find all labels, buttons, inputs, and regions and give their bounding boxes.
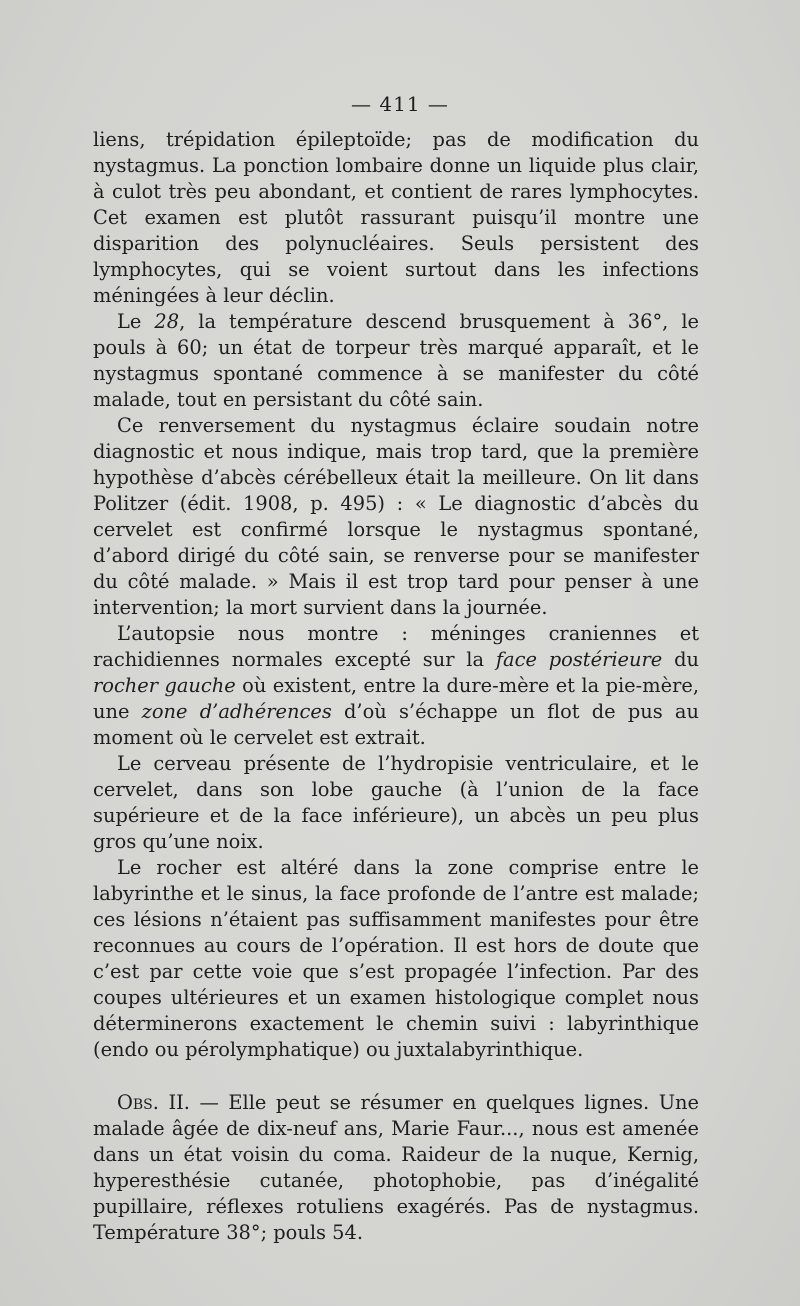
body-text <box>93 127 699 1246</box>
paragraph-5: Le cerveau présente de l’hydropisie ventriculaire, et le cervelet, dans son lobe gauche (à l’union de la face supérieure et de la face inférieure), un abcès un peu plus gros qu’une noix. <box>93 752 699 853</box>
paragraph-2-lead: Le <box>117 310 155 333</box>
paragraph-2 <box>93 309 699 413</box>
paragraph-4-part3: où existent, entre la dure-mère et la pie-mère, une <box>93 674 699 723</box>
observation-text: — Elle peut se résumer en quelques lignes. Une malade âgée de dix-neuf ans, Marie Faur..., nous est amenée dans un état voisin du coma. Raideur de la nuque, Kernig, hyperesthésie cutanée, photophobie, pas d’inégalité pupillaire, réflexes rotuliens exagérés. Pas de nystagmus. Température 38°; pouls 54. <box>93 1091 699 1244</box>
paragraph-3: Ce renversement du nystagmus éclaire soudain notre diagnostic et nous indique, mais trop tard, que la première hypothèse d’abcès cérébelleux était la meilleure. On lit dans Politzer (édit. 1908, p. 495) : « Le diagnostic d’abcès du cervelet est confirmé lorsque le nystagmus spontané, d’abord dirigé du côté sain, se renverse pour se manifester du côté malade. » Mais il est trop tard pour penser à une intervention; la mort survient dans la journée. <box>93 414 699 619</box>
paragraph-4-italic1: face postérieure <box>495 648 663 671</box>
paragraph-2-text: , la température descend brusquement à 36°, le pouls à 60; un état de torpeur très marqué apparaît, et le nystagmus spontané commence à se manifester du côté malade, tout en persistant du côté sain. <box>93 310 699 411</box>
paragraph-4-part1: L’autopsie nous montre : méninges craniennes et rachidiennes normales excepté sur la <box>93 622 699 671</box>
paragraph-4-part4: d’où s’échappe un flot de pus au moment où le cervelet est extrait. <box>93 700 699 749</box>
paragraph-4 <box>93 621 699 751</box>
observation-label: Obs. II. <box>117 1091 190 1114</box>
paragraph-6: Le rocher est altéré dans la zone comprise entre le labyrinthe et le sinus, la face profonde de l’antre est malade; ces lésions n’étaient pas suffisamment manifestes pour être reconnues au cours de l’opération. Il est hors de doute que c’est par cette voie que s’est propagée l’infection. Par des coupes ultérieures et un examen histologique complet nous déterminerons exactement le chemin suivi : labyrinthique (endo ou pérolymphatique) ou juxtalabyrinthique. <box>93 856 699 1061</box>
paragraph-2-date: 28 <box>154 310 180 333</box>
paragraph-4-part2: du <box>662 648 699 671</box>
paragraph-4-italic3: zone d’adhérences <box>141 700 332 723</box>
paragraph-4-italic2: rocher gauche <box>93 674 236 697</box>
observation-paragraph <box>93 1090 699 1246</box>
paragraph-1: liens, trépidation épileptoïde; pas de modification du nystagmus. La ponction lombaire donne un liquide plus clair, à culot très peu abondant, et contient de rares lymphocytes. Cet examen est plutôt rassurant puisqu’il montre une disparition des polynucléaires. Seuls persistent des lymphocytes, qui se voient surtout dans les infections méningées à leur déclin. <box>93 128 699 307</box>
page-number: — 411 — <box>351 92 449 116</box>
